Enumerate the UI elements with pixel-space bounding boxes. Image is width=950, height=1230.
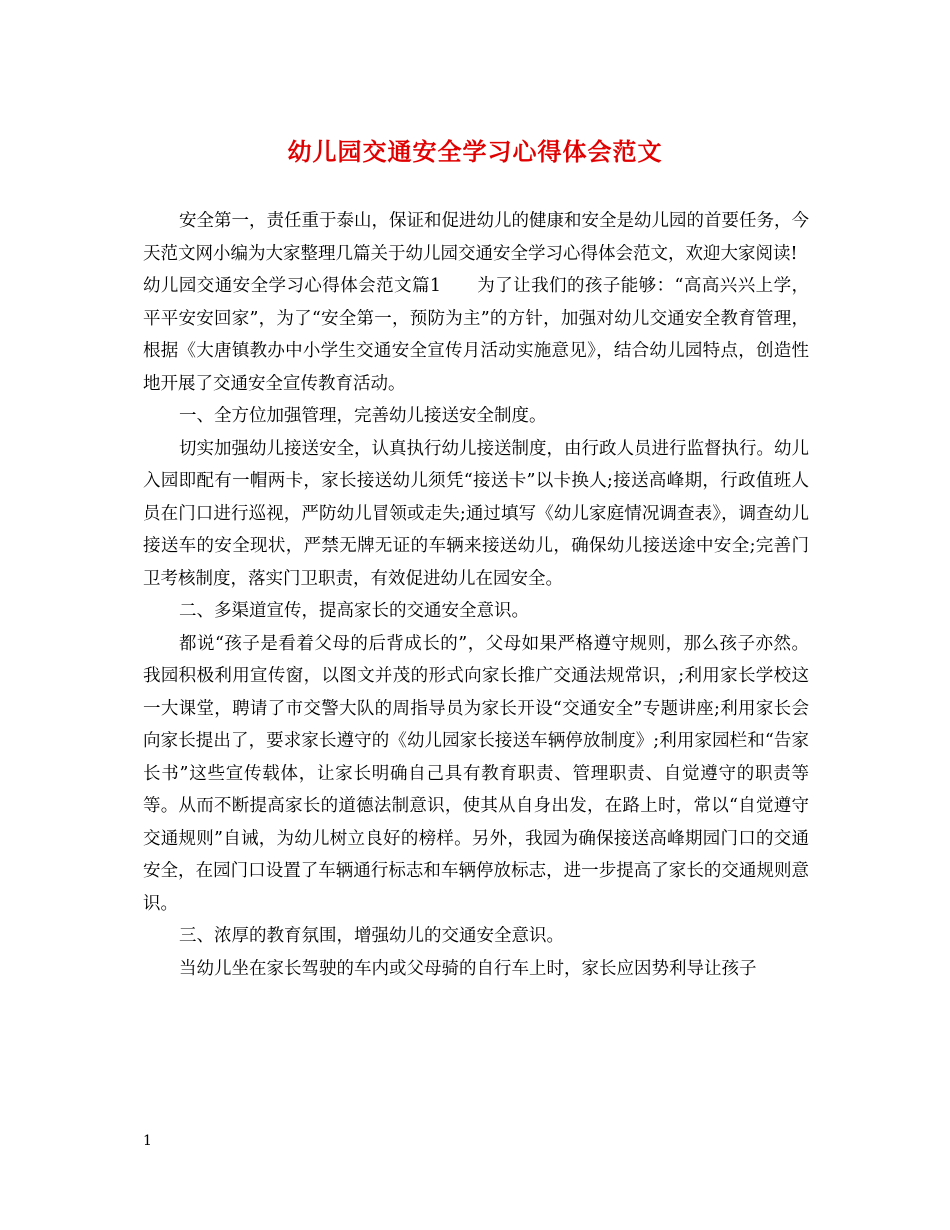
section-heading-1: 一、全方位加强管理，完善幼儿接送安全制度。 <box>179 406 547 426</box>
paragraph-article-1-start: 幼儿园交通安全学习心得体会范文篇1 为了让我们的孩子能够：“高高兴兴上学，平平安安回家”，为了“安全第一，预防为主”的方针，加强对幼儿交通安全教育管理，根据《大唐镇教办中小学生交通安全宣传月活动实施意见》，结合幼儿园特点，创造性地开展了交通安全宣传教育活动。 <box>143 276 809 394</box>
document-title: 幼儿园交通安全学习心得体会范文 <box>287 137 663 166</box>
section-heading-2: 二、多渠道宣传，提高家长的交通安全意识。 <box>179 601 529 621</box>
paragraph-section-1: 切实加强幼儿接送安全，认真执行幼儿接送制度，由行政人员进行监督执行。幼儿入园即配有一帽两卡，家长接送幼儿须凭“接送卡”以卡换人;接送高峰期，行政值班人员在门口进行巡视，严防幼儿冒领或走失;通过填写《幼儿家庭情况调查表》，调查幼儿接送车的安全现状，严禁无牌无证的车辆来接送幼儿，确保幼儿接送途中安全;完善门卫考核制度，落实门卫职责，有效促进幼儿在园安全。 <box>143 438 809 589</box>
paragraph-section-3: 当幼儿坐在家长驾驶的车内或父母骑的自行车上时，家长应因势利导让孩子 <box>179 958 757 979</box>
paragraph-section-2: 都说“孩子是看着父母的后背成长的”，父母如果严格遵守规则，那么孩子亦然。我园积极利用宣传窗，以图文并茂的形式向家长推广交通法规常识，;利用家长学校这一大课堂，聘请了市交警大队的周指导员为家长开设“交通安全”专题讲座;利用家长会向家长提出了，要求家长遵守的《幼儿园家长接送车辆停放制度》;利用家园栏和“告家长书”这些宣传载体，让家长明确自己具有教育职责、管理职责、自觉遵守的职责等等。从而不断提高家长的道德法制意识，使其从自身出发，在路上时，常以“自觉遵守交通规则”自诫，为幼儿树立良好的榜样。另外，我园为确保接送高峰期园门口的交通安全，在园门口设置了车辆通行标志和车辆停放标志，进一步提高了家长的交通规则意识。 <box>143 633 809 914</box>
page-number: 1 <box>143 1133 152 1149</box>
section-heading-3: 三、浓厚的教育氛围，增强幼儿的交通安全意识。 <box>179 926 564 946</box>
paragraph-intro: 安全第一，责任重于泰山，保证和促进幼儿的健康和安全是幼儿园的首要任务，今天范文网小编为大家整理几篇关于幼儿园交通安全学习心得体会范文，欢迎大家阅读! <box>143 211 809 264</box>
document-body <box>143 205 809 985</box>
